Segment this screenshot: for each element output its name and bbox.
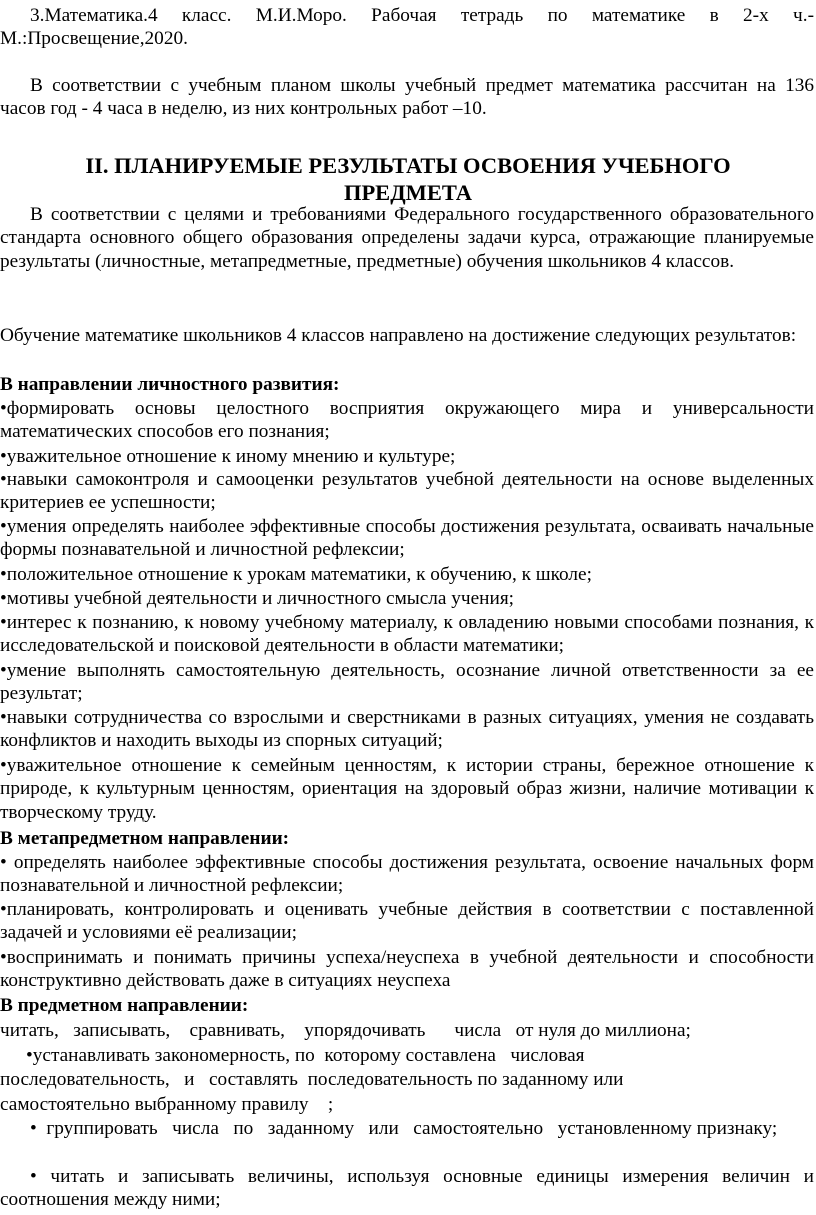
meta-heading: В метапредметном направлении: — [0, 828, 290, 849]
personal-item-5: •мотивы учебной деятельности и личностного смысла учения; — [0, 588, 515, 609]
hours-paragraph: В соответствии с учебным планом школы учебный предмет математика рассчитан на 136 часов год - 4 часа в неделю, из них контрольных работ –10. — [0, 75, 814, 120]
personal-item-8: •навыки сотрудничества со взрослыми и сверстниками в разных ситуациях, умения не создавать конфликтов и находить выходы из спорных ситуаций; — [0, 707, 814, 752]
section-title: II. ПЛАНИРУЕМЫЕ РЕЗУЛЬТАТЫ ОСВОЕНИЯ УЧЕБНОГО ПРЕДМЕТА — [85, 153, 731, 205]
personal-item-2: •навыки самоконтроля и самооценки результатов учебной деятельности на основе выделенных критериев ее успешности; — [0, 469, 814, 514]
personal-item-7: •умение выполнять самостоятельную деятельность, осознание личной ответственности за ее результат; — [0, 660, 814, 705]
meta-item-2: •воспринимать и понимать причины успеха/неуспеха в учебной деятельности и способности конструктивно действовать даже в ситуациях неуспеха — [0, 947, 814, 992]
subject-item-2b: последовательность, и составлять последовательность по заданному или — [0, 1069, 624, 1090]
subject-item-2a: •устанавливать закономерность, по которому составлена числовая — [26, 1045, 585, 1066]
personal-heading: В направлении личностного развития: — [0, 374, 340, 395]
subject-item-2c: самостоятельно выбранному правилу ; — [0, 1094, 334, 1115]
personal-item-0: •формировать основы целостного восприятия окружающего мира и универсальности математических способов его познания; — [0, 398, 814, 443]
meta-item-0: • определять наиболее эффективные способы достижения результата, освоение начальных форм познавательной и личностной рефлексии; — [0, 852, 814, 897]
reference-paragraph: 3.Математика.4 класс. М.И.Моро. Рабочая тетрадь по математике в 2-х ч.- М.:Просвещение,2020. — [0, 5, 814, 50]
personal-item-9: •уважительное отношение к семейным ценностям, к истории страны, бережное отношение к природе, к культурным ценностям, ориентация на здоровый образ жизни, наличие мотивации к творческому труду. — [0, 755, 814, 823]
personal-item-1: •уважительное отношение к иному мнению и культуре; — [0, 446, 456, 467]
subject-item-1: читать, записывать, сравнивать, упорядочивать числа от нуля до миллиона; — [0, 1020, 691, 1041]
personal-item-3: •умения определять наиболее эффективные способы достижения результата, осваивать начальные формы познавательной и личностной рефлексии; — [0, 516, 814, 561]
subject-heading: В предметном направлении: — [0, 995, 249, 1016]
personal-item-4: •положительное отношение к урокам математики, к обучению, к школе; — [0, 564, 592, 585]
meta-item-1: •планировать, контролировать и оценивать учебные действия в соответствии с поставленной задачей и условиями её реализации; — [0, 899, 814, 944]
aim-paragraph: Обучение математике школьников 4 классов направлено на достижение следующих результатов: — [0, 325, 797, 346]
subject-item-3: • группировать числа по заданному или самостоятельно установленному признаку; — [30, 1118, 778, 1139]
personal-item-6: •интерес к познанию, к новому учебному материалу, к овладению новыми способами познания, к исследовательской и поисковой деятельности в области математики; — [0, 612, 814, 657]
intro-paragraph: В соответствии с целями и требованиями Федерального государственного образовательного стандарта основного общего образования определены задачи курса, отражающие планируемые результаты (личностные, метапредметные, предметные) обучения школьников 4 классов. — [0, 204, 814, 272]
subject-item-4: • читать и записывать величины, используя основные единицы измерения величин и соотношения между ними; — [0, 1166, 814, 1211]
